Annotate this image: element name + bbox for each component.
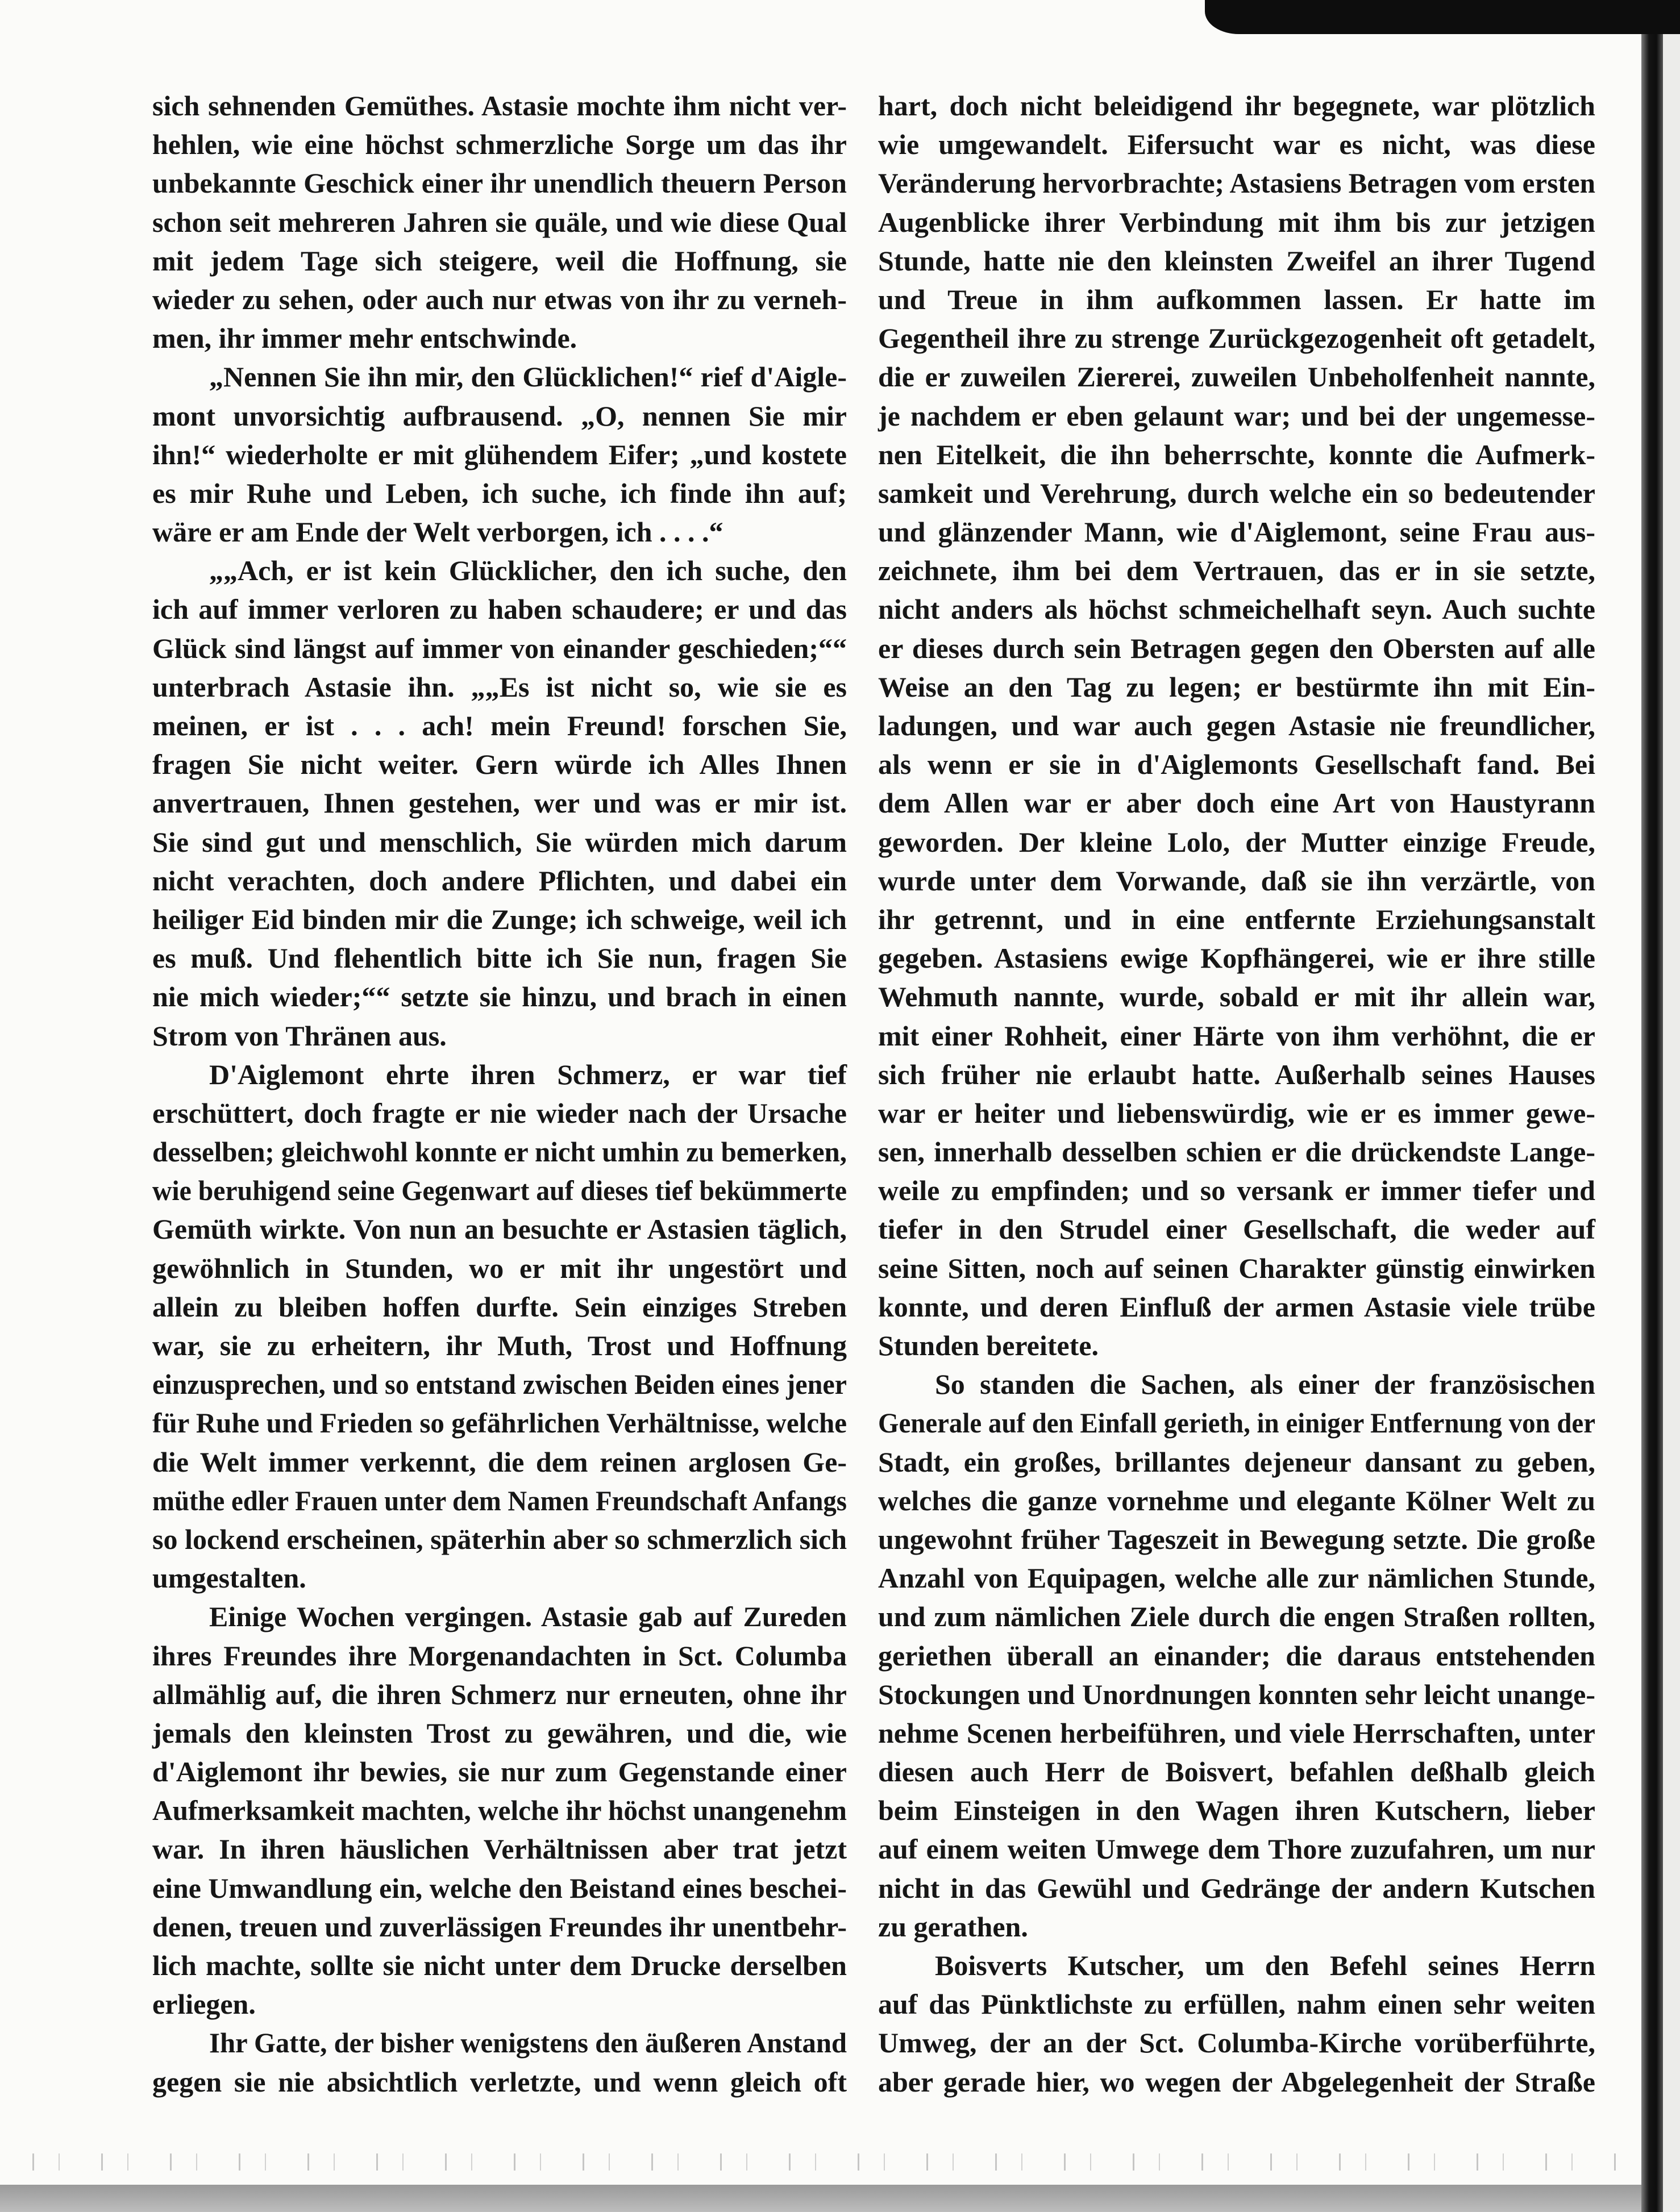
- text-line: [878, 1520, 1595, 1559]
- text-line-content: Sie sind gut und menschlich, Sie würden mich darum: [152, 826, 847, 858]
- text-line-content: jemals den kleinsten Trost zu gewähren, und die, wie: [152, 1717, 847, 1749]
- text-line: [152, 1597, 847, 1636]
- text-line-content: erschüttert, doch fragte er nie wieder nach der Ursache: [152, 1097, 847, 1129]
- text-line: [878, 1675, 1595, 1714]
- text-line-content: ich auf immer verloren zu haben schaudere; er und das: [152, 593, 847, 626]
- text-line-content: als wenn er sie in d'Aiglemonts Gesellschaft fand. Bei: [878, 748, 1595, 781]
- text-line: [152, 1055, 847, 1094]
- text-line-content: sich sehnenden Gemüthes. Astasie mochte ihm nicht ver-: [152, 90, 847, 122]
- text-line-content: gegeben. Astasiens ewige Kopfhängerei, wie er ihre stille: [878, 942, 1595, 974]
- text-line: [152, 1830, 847, 1868]
- text-line-content: „„Ach, er ist kein Glücklicher, den ich suche, den: [209, 555, 847, 587]
- text-line: [878, 1055, 1595, 1094]
- text-line: [152, 319, 847, 357]
- text-line: [152, 1481, 847, 1520]
- text-line: [152, 823, 847, 861]
- text-line: [152, 357, 847, 396]
- text-line-content: es mir Ruhe und Leben, ich suche, ich finde ihn auf;: [152, 477, 847, 509]
- text-line-content: unbekannte Geschick einer ihr unendlich theuern Person: [152, 167, 847, 199]
- text-line: [878, 1714, 1595, 1752]
- text-line: [152, 1132, 847, 1171]
- text-line-content: Strom von Thränen aus.: [152, 1019, 447, 1052]
- text-line: [878, 1636, 1595, 1675]
- text-line-content: mont unvorsichtig aufbrausend. „O, nennen Sie mir: [152, 399, 847, 432]
- text-line-content: mit jedem Tage sich steigere, weil die Hoffnung, sie: [152, 244, 847, 277]
- text-line-content: es muß. Und flehentlich bitte ich Sie nun, fragen Sie: [152, 942, 847, 974]
- text-line: [878, 823, 1595, 861]
- text-column-left: [152, 86, 847, 2101]
- text-line: [152, 1869, 847, 1907]
- text-line: [878, 706, 1595, 745]
- text-line-content: geriethen überall an einander; die daraus entstehenden: [878, 1639, 1595, 1672]
- text-line-content: allein zu bleiben hoffen durfte. Sein einziges Streben: [152, 1290, 847, 1323]
- text-line: [878, 435, 1595, 474]
- text-line-content: Augenblicke ihrer Verbindung mit ihm bis zur jetzigen: [878, 206, 1595, 238]
- text-line: [878, 1094, 1595, 1132]
- text-line-content: nen Eitelkeit, die ihn beherrschte, konnte die Aufmerk-: [878, 438, 1595, 470]
- text-line: [878, 551, 1595, 590]
- text-line-content: dem Allen war er aber doch eine Art von Haustyrann: [878, 787, 1595, 819]
- scan-noise: [11, 2153, 1631, 2171]
- text-line: [152, 706, 847, 745]
- text-line: [152, 784, 847, 822]
- text-line: [878, 977, 1595, 1016]
- text-line-content: Generale auf den Einfall gerieth, in einiger Entfernung von der: [878, 1407, 1595, 1439]
- text-line: [878, 1597, 1595, 1636]
- text-line-content: desselben; gleichwohl konnte er nicht umhin zu bemerken,: [152, 1136, 847, 1168]
- text-line: [152, 551, 847, 590]
- text-line: [878, 1752, 1595, 1791]
- text-line: [152, 1443, 847, 1481]
- paragraph: [152, 1597, 847, 2023]
- text-line-content: und zum nämlichen Ziele durch die engen Straßen rollten,: [878, 1601, 1595, 1633]
- text-line-content: Gemüth wirkte. Von nun an besuchte er Astasien täglich,: [152, 1213, 847, 1245]
- scan-border-top: [1205, 0, 1680, 34]
- text-line-content: mit einer Rohheit, einer Härte von ihm verhöhnt, die er: [878, 1019, 1595, 1052]
- text-line: [878, 1907, 1595, 1946]
- text-line: [152, 1985, 847, 2023]
- text-line: [878, 1559, 1595, 1597]
- text-line: [878, 590, 1595, 628]
- text-line: [152, 900, 847, 939]
- text-line: [878, 86, 1595, 125]
- text-line-content: anvertrauen, Ihnen gestehen, wer und was er mir ist.: [152, 787, 847, 819]
- text-line-content: men, ihr immer mehr entschwinde.: [152, 322, 577, 355]
- scan-border-bottom: [0, 2185, 1641, 2212]
- text-line: [878, 474, 1595, 513]
- paragraph: [878, 1365, 1595, 1946]
- text-line: [152, 977, 847, 1016]
- text-line: [878, 513, 1595, 551]
- text-line: [878, 861, 1595, 900]
- text-line: [152, 203, 847, 241]
- text-line-content: denen, treuen und zuverlässigen Freundes ihr unentbehr-: [152, 1910, 847, 1943]
- text-line: [878, 668, 1595, 706]
- text-line: [878, 1249, 1595, 1288]
- paragraph: [878, 1946, 1595, 2101]
- text-line-content: ihr getrennt, und in eine entfernte Erziehungsanstalt: [878, 903, 1595, 935]
- paragraph: [152, 551, 847, 1055]
- text-line: [152, 435, 847, 474]
- text-line: [152, 1017, 847, 1055]
- text-line: [878, 1288, 1595, 1326]
- text-line-content: beim Einsteigen in den Wagen ihren Kutschern, lieber: [878, 1794, 1595, 1827]
- text-line-content: „Nennen Sie ihn mir, den Glücklichen!“ rief d'Aigle-: [209, 361, 847, 393]
- text-line-content: Einige Wochen vergingen. Astasie gab auf Zureden: [209, 1601, 847, 1633]
- text-line: [878, 1210, 1595, 1248]
- text-line: [878, 745, 1595, 784]
- text-line-content: nicht in das Gewühl und Gedränge der andern Kutschen: [878, 1872, 1595, 1904]
- text-line-content: Weise an den Tag zu legen; er bestürmte ihn mit Ein-: [878, 670, 1595, 703]
- text-line-content: Ihr Gatte, der bisher wenigstens den äußeren Anstand: [209, 2027, 847, 2059]
- text-line: [152, 164, 847, 202]
- text-line-content: je nachdem er eben gelaunt war; und bei der ungemesse-: [878, 399, 1595, 432]
- text-line-content: fragen Sie nicht weiter. Gern würde ich Alles Ihnen: [152, 748, 847, 781]
- text-line-content: meinen, er ist . . . ach! mein Freund! forschen Sie,: [152, 710, 847, 742]
- text-line-content: gewöhnlich in Stunden, wo er mit ihr ungestört und: [152, 1252, 847, 1284]
- text-line-content: nie mich wieder;““ setzte sie hinzu, und brach in einen: [152, 981, 847, 1013]
- text-line-content: ladungen, und war auch gegen Astasie nie freundlicher,: [878, 710, 1595, 742]
- text-line-content: die er zuweilen Ziererei, zuweilen Unbeholfenheit nannte,: [878, 361, 1595, 393]
- text-line-content: Aufmerksamkeit machten, welche ihr höchst unangenehm: [152, 1794, 847, 1827]
- text-line-content: heiliger Eid binden mir die Zunge; ich schweige, weil ich: [152, 903, 847, 935]
- text-line-content: Wehmuth nannte, wurde, sobald er mit ihr allein war,: [878, 981, 1595, 1013]
- text-line-content: gegen sie nie absichtlich verletzte, und wenn gleich oft: [152, 2065, 847, 2098]
- text-line: [152, 2023, 847, 2062]
- text-line-content: und Treue in ihm aufkommen lassen. Er hatte im: [878, 283, 1595, 315]
- text-line-content: er dieses durch sein Betragen gegen den Obersten auf alle: [878, 632, 1595, 664]
- paragraph: [152, 1055, 847, 1598]
- text-line-content: war. In ihren häuslichen Verhältnissen aber trat jetzt: [152, 1833, 847, 1865]
- text-line-content: Stunden bereitete.: [878, 1330, 1099, 1361]
- text-line-content: Glück sind längst auf immer von einander geschieden;““: [152, 632, 847, 664]
- text-line: [152, 1907, 847, 1946]
- text-line: [878, 203, 1595, 241]
- text-line: [152, 1752, 847, 1791]
- text-line: [878, 1791, 1595, 1830]
- text-line-content: lich machte, sollte sie nicht unter dem Drucke derselben: [152, 1949, 847, 1981]
- text-line-content: Stadt, ein großes, brillantes dejeneur dansant zu geben,: [878, 1445, 1595, 1478]
- text-line-content: wie beruhigend seine Gegenwart auf dieses tief bekümmerte: [152, 1174, 847, 1207]
- text-line-content: aber gerade hier, wo wegen der Abgelegenheit der Straße: [878, 2065, 1595, 2098]
- text-line: [878, 1132, 1595, 1171]
- text-line-content: eine Umwandlung ein, welche den Beistand eines beschei-: [152, 1872, 847, 1904]
- text-line-content: wurde unter dem Vorwande, daß sie ihn verzärtle, von: [878, 864, 1595, 897]
- text-line-content: seine Sitten, noch auf seinen Charakter günstig einwirken: [878, 1252, 1595, 1284]
- text-line-content: sich früher nie erlaubt hatte. Außerhalb seines Hauses: [878, 1058, 1595, 1090]
- text-line: [152, 1171, 847, 1210]
- text-line-content: Boisverts Kutscher, um den Befehl seines Herrn: [935, 1949, 1595, 1981]
- text-line-content: Anzahl von Equipagen, welche alle zur nämlichen Stunde,: [878, 1562, 1595, 1594]
- text-line: [878, 319, 1595, 357]
- text-line: [152, 1365, 847, 1403]
- next-page-edge: [1663, 34, 1680, 2212]
- text-line-content: schon seit mehreren Jahren sie quäle, und wie diese Qual: [152, 206, 847, 238]
- text-line: [152, 1714, 847, 1752]
- text-line: [152, 1675, 847, 1714]
- text-line-content: konnte, und deren Einfluß der armen Astasie viele trübe: [878, 1290, 1595, 1323]
- text-line: [878, 1830, 1595, 1868]
- paragraph: [152, 86, 847, 357]
- text-line: [152, 125, 847, 164]
- text-line-content: Veränderung hervorbrachte; Astasiens Betragen vom ersten: [878, 167, 1595, 199]
- text-line: [878, 2063, 1595, 2101]
- text-line: [152, 745, 847, 784]
- text-line: [152, 2063, 847, 2101]
- text-line: [152, 861, 847, 900]
- text-line-content: tiefer in den Strudel einer Gesellschaft, die weder auf: [878, 1213, 1595, 1245]
- text-line-content: umgestalten.: [152, 1562, 306, 1594]
- text-line-content: wieder zu sehen, oder auch nur etwas von ihr zu verneh-: [152, 283, 847, 315]
- text-line: [878, 357, 1595, 396]
- text-line-content: wäre er am Ende der Welt verborgen, ich . . . .“: [152, 516, 723, 548]
- text-line: [878, 1985, 1595, 2023]
- text-line-content: und glänzender Mann, wie d'Aiglemont, seine Frau aus-: [878, 516, 1595, 548]
- text-line: [152, 1520, 847, 1559]
- text-line-content: Gegentheil ihre zu strenge Zurückgezogenheit oft getadelt,: [878, 322, 1595, 355]
- text-line: [878, 125, 1595, 164]
- text-line-content: sen, innerhalb desselben schien er die drückendste Lange-: [878, 1136, 1595, 1168]
- text-line-content: diesen auch Herr de Boisvert, befahlen deßhalb gleich: [878, 1756, 1595, 1788]
- text-line: [878, 1481, 1595, 1520]
- text-line: [152, 668, 847, 706]
- text-line: [152, 513, 847, 551]
- text-line: [878, 1017, 1595, 1055]
- text-line-content: war er heiter und liebenswürdig, wie er es immer gewe-: [878, 1097, 1595, 1129]
- text-line-content: hehlen, wie eine höchst schmerzliche Sorge um das ihr: [152, 128, 847, 161]
- text-line: [152, 1249, 847, 1288]
- text-line-content: weile zu empfinden; und so versank er immer tiefer und: [878, 1174, 1595, 1207]
- text-line: [152, 86, 847, 125]
- text-line-content: für Ruhe und Frieden so gefährlichen Verhältnisse, welche: [152, 1407, 847, 1439]
- text-line: [152, 1094, 847, 1132]
- text-line-content: wie umgewandelt. Eifersucht war es nicht, was diese: [878, 128, 1595, 161]
- text-line-content: d'Aiglemont ihr bewies, sie nur zum Gegenstande einer: [152, 1756, 847, 1788]
- text-line: [878, 397, 1595, 435]
- text-line: [152, 590, 847, 628]
- text-line: [152, 241, 847, 280]
- text-line-content: unterbrach Astasie ihn. „„Es ist nicht so, wie sie es: [152, 670, 847, 703]
- text-line: [152, 1403, 847, 1442]
- text-line: [152, 474, 847, 513]
- text-line: [152, 1288, 847, 1326]
- book-spine-edge: [1641, 34, 1663, 2212]
- text-line-content: so lockend erscheinen, späterhin aber so schmerzlich sich: [152, 1523, 847, 1555]
- text-line-content: auf einem weiten Umwege dem Thore zuzufahren, um nur: [878, 1833, 1595, 1865]
- text-line-content: Umweg, der an der Sct. Columba-Kirche vorüberführte,: [878, 2027, 1595, 2059]
- text-line: [152, 280, 847, 319]
- text-line: [878, 241, 1595, 280]
- text-line: [152, 629, 847, 668]
- text-line: [152, 1636, 847, 1675]
- text-line: [152, 1326, 847, 1365]
- text-line: [152, 397, 847, 435]
- text-line-content: So standen die Sachen, als einer der französischen: [935, 1368, 1595, 1401]
- text-line-content: samkeit und Verehrung, durch welche ein so bedeutender: [878, 477, 1595, 509]
- text-line: [878, 629, 1595, 668]
- paragraph: [878, 86, 1595, 1365]
- text-line: [878, 784, 1595, 822]
- text-line-content: Stockungen und Unordnungen konnten sehr leicht unange-: [878, 1678, 1595, 1710]
- text-line-content: müthe edler Frauen unter dem Namen Freundschaft Anfangs: [152, 1484, 847, 1517]
- text-line-content: zeichnete, ihm bei dem Vertrauen, das er in sie setzte,: [878, 555, 1595, 587]
- text-line: [878, 2023, 1595, 2062]
- text-line: [878, 1171, 1595, 1210]
- text-line-content: Stunde, hatte nie den kleinsten Zweifel an ihrer Tugend: [878, 244, 1595, 277]
- text-line-content: nehme Scenen herbeiführen, und viele Herrschaften, unter: [878, 1717, 1595, 1749]
- text-line-content: zu gerathen.: [878, 1910, 1028, 1943]
- text-line: [152, 1559, 847, 1597]
- text-line: [878, 1869, 1595, 1907]
- text-line: [878, 1946, 1595, 1985]
- text-line: [878, 280, 1595, 319]
- text-line-content: D'Aiglemont ehrte ihren Schmerz, er war tief: [209, 1058, 847, 1090]
- text-line: [878, 1403, 1595, 1442]
- text-line-content: geworden. Der kleine Lolo, der Mutter einzige Freude,: [878, 826, 1595, 858]
- text-line-content: nicht verachten, doch andere Pflichten, und dabei ein: [152, 864, 847, 897]
- text-line-content: ihres Freundes ihre Morgenandachten in Sct. Columba: [152, 1639, 847, 1672]
- text-line-content: ihn!“ wiederholte er mit glühendem Eifer; „und kostete: [152, 438, 847, 470]
- text-line-content: die Welt immer verkennt, die dem reinen arglosen Ge-: [152, 1445, 847, 1478]
- text-line-content: allmählig auf, die ihren Schmerz nur erneuten, ohne ihr: [152, 1678, 847, 1710]
- text-line-content: ungewohnt früher Tageszeit in Bewegung setzte. Die große: [878, 1523, 1595, 1555]
- text-line: [878, 164, 1595, 202]
- text-line: [152, 1791, 847, 1830]
- text-line: [878, 900, 1595, 939]
- paragraph: [152, 2023, 847, 2101]
- text-line: [878, 1326, 1595, 1365]
- paragraph: [152, 357, 847, 551]
- text-line: [152, 939, 847, 977]
- text-line: [878, 1443, 1595, 1481]
- text-line-content: auf das Pünktlichste zu erfüllen, nahm einen sehr weiten: [878, 1988, 1595, 2021]
- text-line-content: war, sie zu erheitern, ihr Muth, Trost und Hoffnung: [152, 1330, 847, 1361]
- text-column-right: [878, 86, 1595, 2101]
- text-line: [152, 1946, 847, 1985]
- text-line-content: einzusprechen, und so entstand zwischen Beiden eines jener: [152, 1368, 847, 1401]
- text-line: [152, 1210, 847, 1248]
- text-line-content: nicht anders als höchst schmeichelhaft seyn. Auch suchte: [878, 593, 1595, 626]
- text-line-content: erliegen.: [152, 1988, 256, 2021]
- text-line: [878, 1365, 1595, 1403]
- text-line-content: welches die ganze vornehme und elegante Kölner Welt zu: [878, 1484, 1595, 1517]
- text-line-content: hart, doch nicht beleidigend ihr begegnete, war plötzlich: [878, 90, 1595, 122]
- text-line: [878, 939, 1595, 977]
